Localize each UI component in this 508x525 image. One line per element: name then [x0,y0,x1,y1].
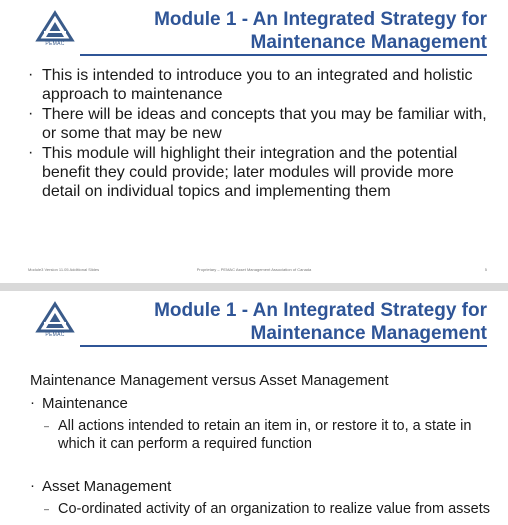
pemac-logo [34,10,76,50]
title-line-1: Module 1 - An Integrated Strategy for [154,9,487,30]
footer-left: Module3 Version 11.05 Additional Slides [28,267,100,272]
pemac-logo [34,301,76,341]
bullet-item: · This module will highlight their integration and the potential benefit they could provide; later modules will provide more detail on individual topics and implementing them [28,144,488,201]
title-line-1: Module 1 - An Integrated Strategy for [154,300,487,321]
slide-subtitle: Maintenance Management versus Asset Management [30,372,389,389]
page-number: 5 [484,267,487,272]
title-line-2: Maintenance Management [250,32,487,53]
title-underline [80,54,487,56]
term-maintenance: · Maintenance [30,395,490,413]
definition-list [30,395,490,518]
title-line-2: Maintenance Management [250,323,487,344]
slide-title [107,299,487,345]
bullet-item: · This is intended to introduce you to an integrated and holistic approach to maintenance [28,66,488,104]
bullet-item: · There will be ideas and concepts that you may be familiar with, or some that may be new [28,105,488,143]
footer-center: Proprietary – PEMAC Asset Management Association of Canada [196,267,312,272]
title-underline [80,345,487,347]
bullet-list [28,66,488,202]
slide-2 [0,291,508,525]
logo-text: PEMAC [45,332,65,338]
slide-separator [0,283,508,291]
definition-asset-management: – Co-ordinated activity of an organization to realize value from assets [30,500,490,518]
term-asset-management: · Asset Management [30,478,490,496]
logo-text: PEMAC [45,41,65,47]
definition-maintenance: – All actions intended to retain an item in, or restore it to, a state in which it can perform a required function [30,417,490,453]
slide-title [107,8,487,54]
